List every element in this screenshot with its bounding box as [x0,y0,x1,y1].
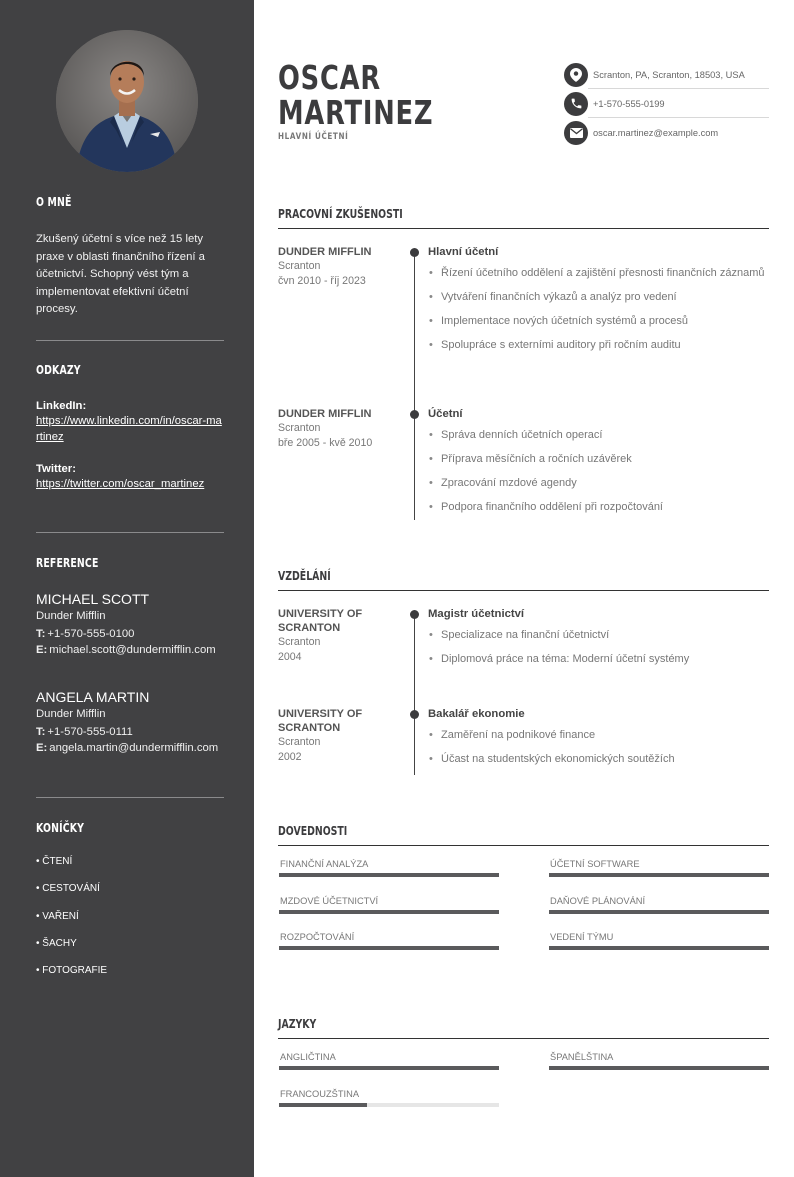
skill-bar-item [279,1052,499,1070]
education-details-list [428,627,769,667]
sidebar-divider [36,340,224,341]
reference-phone [36,724,224,740]
skill-level-fill [279,873,499,877]
hobbies-section [36,821,224,835]
phone-prefix: T: [36,628,46,640]
period: čvn 2010 - říj 2023 [278,275,366,287]
skill-level-fill [279,946,499,950]
skill-label: FRANCOUZŠTINA [280,1089,360,1099]
skill-level-track [549,910,769,914]
role-title: Hlavní účetní [428,246,499,258]
skill-bar-item [549,1052,769,1070]
reference-item [36,591,224,658]
skill-label: DAŇOVÉ PLÁNOVÁNÍ [550,895,646,906]
skill-level-track [549,1066,769,1070]
timeline-line [414,614,415,775]
languages-heading-text: JAZYKY [278,1017,317,1031]
responsibility-item: • Správa denních účetních operací [428,427,769,443]
contact-address [564,60,769,89]
skill-label: ANGLIČTINA [280,1052,336,1062]
email-prefix: E: [36,644,48,656]
role-title: Účetní [428,408,463,420]
skill-bar-item [279,859,499,877]
hobby-item: • FOTOGRAFIE [36,965,108,977]
skill-label: FINANČNÍ ANALÝZA [280,859,369,869]
skill-bar-item [549,932,769,950]
location: Scranton [278,636,321,648]
reference-company: Dunder Mifflin [36,708,106,720]
skill-level-track [549,873,769,877]
skill-label: VEDENÍ TÝMU [550,932,614,942]
hobby-item: • CESTOVÁNÍ [36,883,100,895]
education-detail-item: • Specializace na finanční účetnictví [428,627,769,643]
hobbies-list [36,856,224,992]
skill-level-fill [549,873,769,877]
reference-email-value: michael.scott@dundermifflin.com [49,644,216,656]
contact-address-text: Scranton, PA, Scranton, 18503, USA [593,69,745,80]
hobby-item: • ŠACHY [36,937,77,949]
responsibilities-list [428,427,769,515]
first-name: OSCAR [278,58,381,97]
references-heading: REFERENCE [36,556,99,570]
experience-heading [278,205,769,229]
education-detail-item: • Diplomová práce na téma: Moderní účetní systémy [428,651,769,667]
contact-phone [564,89,769,118]
responsibility-item: • Podpora finančního oddělení při rozpočtování [428,499,769,515]
skill-level-track [279,946,499,950]
skill-level-fill [279,1103,367,1107]
year: 2004 [278,651,302,663]
education-detail-item: • Účast na studentských ekonomických soutěžích [428,751,769,767]
education-details-list [428,727,769,767]
profile-photo [56,30,198,172]
links-section [36,363,224,377]
timeline-line [414,252,415,520]
twitter-label: Twitter: [36,463,76,475]
school-name: UNIVERSITY OF SCRANTON [278,708,363,734]
degree-title: Bakalář ekonomie [428,708,525,720]
education-heading-text: VZDĚLÁNÍ [278,569,331,583]
last-name: MARTINEZ [278,93,434,132]
year: 2002 [278,751,302,763]
skill-level-track [279,1066,499,1070]
skills-heading [278,822,769,846]
experience-heading-text: PRACOVNÍ ZKUŠENOSTI [278,207,403,221]
reference-phone-value: +1-570-555-0111 [47,726,133,738]
about-heading: O MNĚ [36,195,72,209]
responsibility-item: • Příprava měsíčních a ročních uzávěrek [428,451,769,467]
timeline-dot [410,248,419,257]
responsibility-item: • Vytváření finančních výkazů a analýz pro vedení [428,289,769,305]
reference-company: Dunder Mifflin [36,610,106,622]
skill-level-fill [549,946,769,950]
school-name: UNIVERSITY OF SCRANTON [278,608,363,634]
reference-email-value: angela.martin@dundermifflin.com [49,742,219,754]
sidebar-divider [36,532,224,533]
skill-level-fill [279,1066,499,1070]
name-block [278,60,477,142]
education-detail-item: • Zaměření na podnikové finance [428,727,769,743]
location: Scranton [278,422,321,434]
links-heading: ODKAZY [36,363,81,377]
email-prefix: E: [36,742,48,754]
timeline-dot [410,610,419,619]
link-twitter [36,463,224,492]
skill-level-fill [279,910,499,914]
skill-level-fill [549,910,769,914]
hobbies-heading: KONÍČKY [36,821,85,835]
hobby-item: • ČTENÍ [36,856,73,867]
about-text: Zkušený účetní s více než 15 lety praxe v oblasti finančního řízení a účetnictví. Schopný vést tým a implementovat efektivní účetní procesy. [36,233,205,315]
skill-level-track [279,873,499,877]
about-section [36,195,224,209]
skill-label: ŠPANĚLŠTINA [550,1052,614,1062]
email-icon [564,121,588,145]
period: bře 2005 - kvě 2010 [278,437,373,449]
reference-name: ANGELA MARTIN [36,689,150,705]
skill-level-fill [549,1066,769,1070]
skill-bar-item [549,859,769,877]
location-pin-icon [564,63,588,87]
education-heading [278,567,769,591]
skill-level-track [549,946,769,950]
skill-level-track [279,1103,499,1107]
linkedin-url[interactable]: https://www.linkedin.com/in/oscar-martinez [36,415,222,443]
link-linkedin [36,400,224,445]
reference-item [36,689,224,756]
skills-heading-text: DOVEDNOSTI [278,824,348,838]
skill-label: ÚČETNÍ SOFTWARE [550,859,640,869]
responsibility-item: • Spolupráce s externími auditory při ročním auditu [428,337,769,353]
timeline-dot [410,710,419,719]
contact-phone-text: +1-570-555-0199 [593,98,665,109]
skill-level-track [279,910,499,914]
contact-email-text[interactable]: oscar.martinez@example.com [593,127,719,138]
location: Scranton [278,260,321,272]
skill-label: MZDOVÉ ÚČETNICTVÍ [280,895,379,906]
hobby-item: • VAŘENÍ [36,910,79,922]
company-name: DUNDER MIFFLIN [278,408,372,420]
reference-phone [36,626,224,642]
reference-email [36,642,224,658]
responsibilities-list [428,265,769,353]
company-name: DUNDER MIFFLIN [278,246,372,258]
location: Scranton [278,736,321,748]
skill-bar-item [549,896,769,914]
skill-bar-item [279,932,499,950]
skill-label: ROZPOČTOVÁNÍ [280,932,355,942]
sidebar-divider [36,797,224,798]
reference-email [36,740,224,756]
phone-icon [564,92,588,116]
degree-title: Magistr účetnictví [428,608,525,620]
languages-heading [278,1015,769,1039]
responsibility-item: • Zpracování mzdové agendy [428,475,769,491]
sidebar [0,0,254,1177]
contact-email [564,118,769,147]
profile-photo-image [56,30,198,172]
linkedin-label: LinkedIn: [36,400,87,412]
responsibility-item: • Řízení účetního oddělení a zajištění přesnosti finančních záznamů [428,265,769,281]
responsibility-item: • Implementace nových účetních systémů a procesů [428,313,769,329]
reference-name: MICHAEL SCOTT [36,591,150,607]
job-title: HLAVNÍ ÚČETNÍ [278,132,349,142]
references-section [36,556,224,570]
twitter-url[interactable]: https://twitter.com/oscar_martinez [36,478,205,490]
skill-bar-item [279,1089,499,1107]
skill-bar-item [279,896,499,914]
phone-prefix: T: [36,726,46,738]
reference-phone-value: +1-570-555-0100 [47,628,135,640]
timeline-dot [410,410,419,419]
